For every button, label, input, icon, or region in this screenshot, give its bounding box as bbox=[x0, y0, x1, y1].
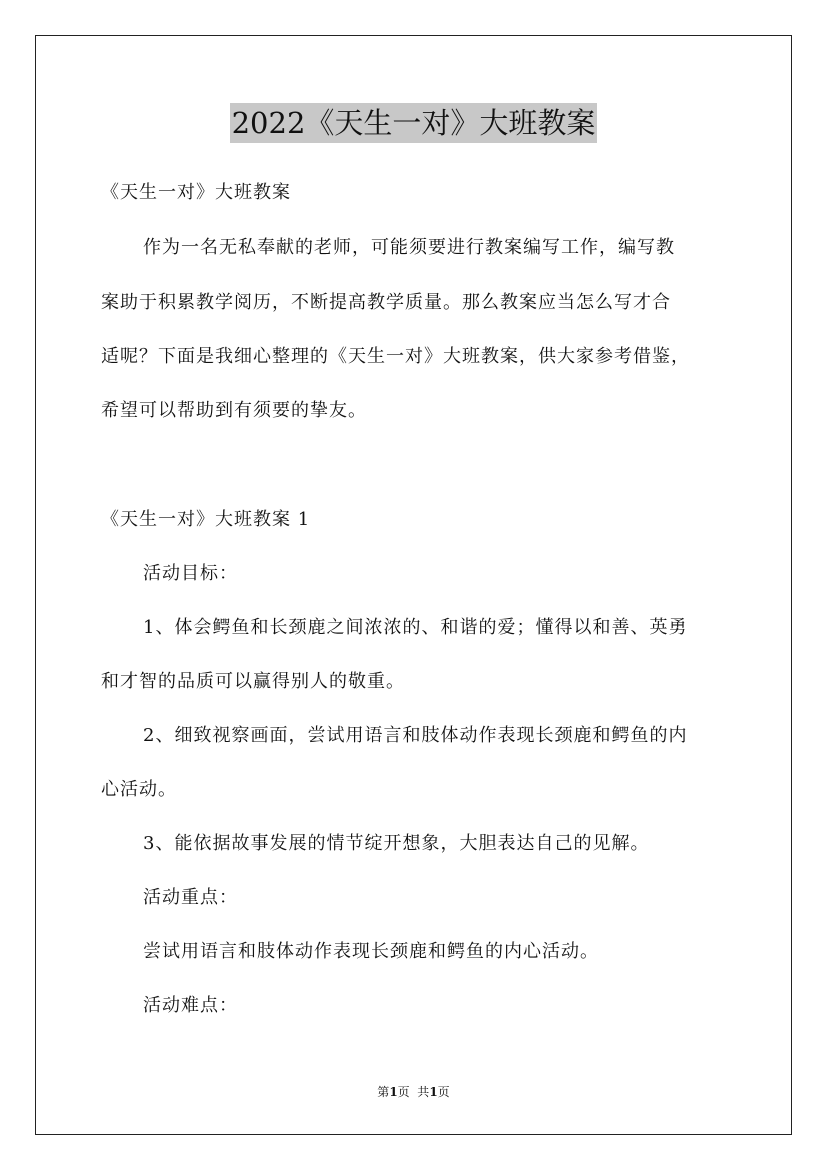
key-point-text: 尝试用语言和肢体动作表现长颈鹿和鳄鱼的内心活动。 bbox=[143, 941, 599, 962]
difficulty-label: 活动难点： bbox=[143, 995, 238, 1016]
footer-page-current: 1 bbox=[389, 1085, 398, 1099]
section-heading: 《天生一对》大班教案 1 bbox=[101, 509, 311, 530]
footer-page-prefix: 第 bbox=[377, 1085, 390, 1099]
footer-page-suffix: 页 bbox=[437, 1085, 450, 1099]
goal-1-line-2: 和才智的品质可以赢得别人的敬重。 bbox=[101, 671, 405, 692]
goal-1-line-1: 1、体会鳄鱼和长颈鹿之间浓浓的、和谐的爱；懂得以和善、英勇 bbox=[143, 617, 688, 638]
goals-label: 活动目标： bbox=[143, 563, 238, 584]
intro-line-4: 希望可以帮助到有须要的挚友。 bbox=[101, 400, 367, 421]
goal-2-line-2: 心活动。 bbox=[101, 779, 177, 800]
key-point-label: 活动重点： bbox=[143, 887, 238, 908]
document-subtitle: 《天生一对》大班教案 bbox=[101, 182, 291, 203]
intro-line-1: 作为一名无私奉献的老师，可能须要进行教案编写工作，编写教 bbox=[143, 237, 675, 258]
page-footer bbox=[0, 1084, 827, 1100]
goal-3: 3、能依据故事发展的情节绽开想象，大胆表达自己的见解。 bbox=[143, 833, 650, 854]
title-container bbox=[0, 103, 827, 143]
goal-2-line-1: 2、细致视察画面，尝试用语言和肢体动作表现长颈鹿和鳄鱼的内 bbox=[143, 725, 688, 746]
footer-page-mid: 页 共 bbox=[397, 1085, 430, 1099]
footer-page-total: 1 bbox=[429, 1085, 438, 1099]
intro-line-2: 案助于积累教学阅历，不断提高教学质量。那么教案应当怎么写才合 bbox=[101, 292, 671, 313]
intro-line-3: 适呢？下面是我细心整理的《天生一对》大班教案，供大家参考借鉴， bbox=[101, 346, 690, 367]
document-title: 2022《天生一对》大班教案 bbox=[230, 103, 598, 143]
